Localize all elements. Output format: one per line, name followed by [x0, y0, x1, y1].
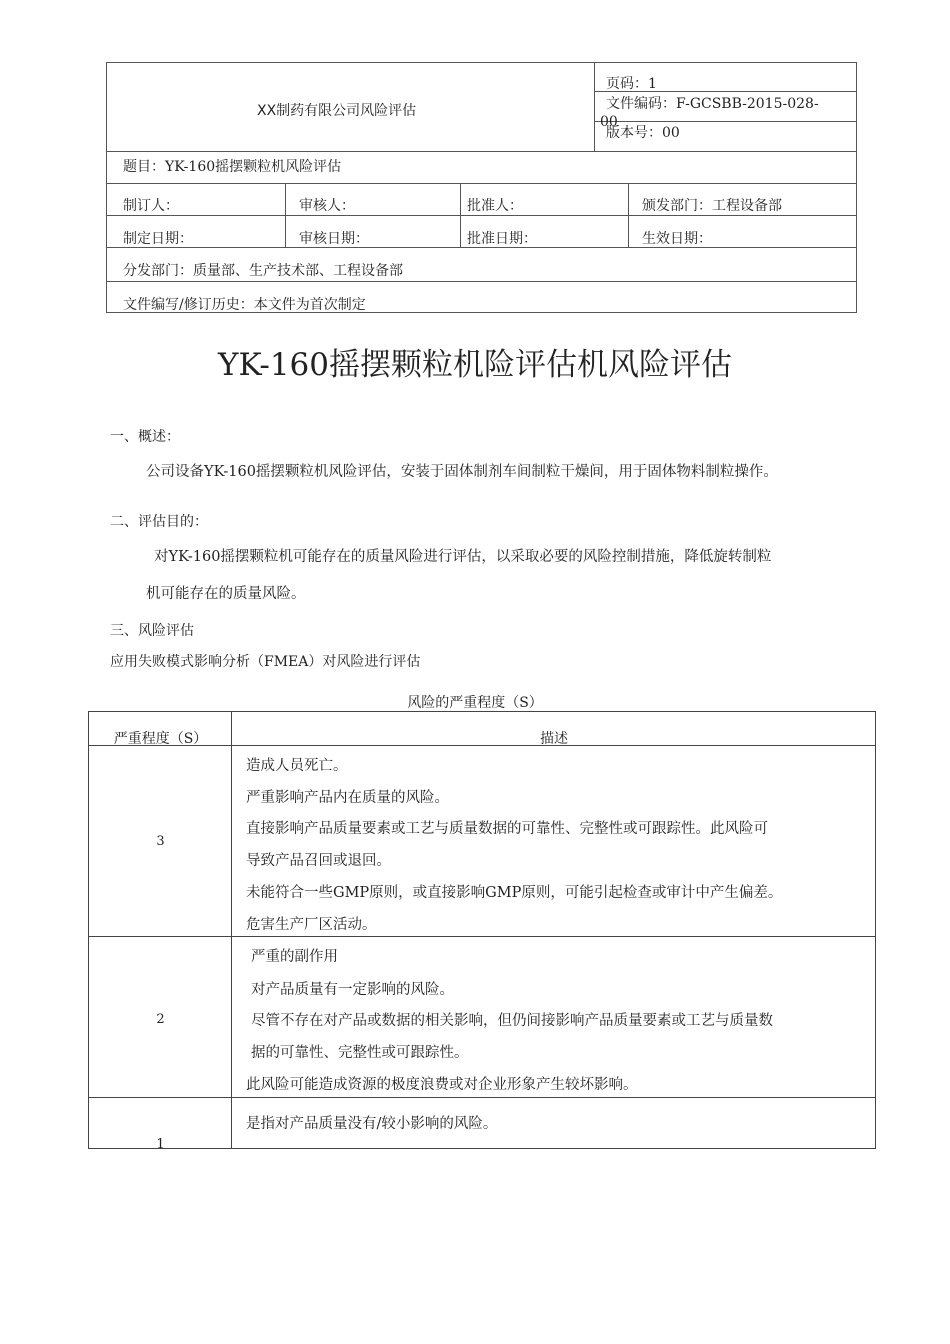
- approver-field: 批准人：: [467, 198, 523, 214]
- overview-text: 公司设备YK-160摇摆颗粒机风险评估，安装于固体制剂车间制粒干燥间，用于固体物料制粒操作。: [146, 464, 778, 480]
- divider: [89, 1097, 876, 1098]
- distribution-departments: 分发部门：质量部、生产技术部、工程设备部: [123, 263, 403, 279]
- divider: [231, 712, 232, 1149]
- purpose-text-line2: 机可能存在的质量风险。: [146, 586, 306, 602]
- severity-level: 1: [156, 1137, 165, 1152]
- company-title: XX制药有限公司风险评估: [257, 103, 417, 119]
- severity-table-caption: 风险的严重程度（S）: [407, 695, 543, 711]
- divider: [628, 183, 629, 247]
- severity-level: 3: [156, 834, 165, 849]
- divider: [89, 936, 876, 937]
- divider: [460, 183, 461, 247]
- divider: [107, 151, 857, 152]
- severity-description-line: 据的可靠性、完整性或可跟踪性。: [251, 1045, 469, 1061]
- document-code: 文件编码：F-GCSBB-2015-028-: [606, 96, 819, 112]
- purpose-text-line1: 对YK-160摇摆颗粒机可能存在的质量风险进行评估，以采取必要的风险控制措施，降低旋转制粒: [154, 549, 772, 565]
- column-header-severity: 严重程度（S）: [113, 731, 208, 747]
- divider: [285, 183, 286, 247]
- divider: [107, 281, 857, 282]
- severity-description-line: 此风险可能造成资源的极度浪费或对企业形象产生较坏影响。: [246, 1077, 638, 1093]
- severity-description-line: 直接影响产品质量要素或工艺与质量数据的可靠性、完整性或可跟踪性。此风险可: [246, 821, 768, 837]
- draft-date-field: 制定日期：: [123, 231, 193, 247]
- severity-description-line: 危害生产厂区活动。: [246, 917, 377, 933]
- subject: 题目：YK-160摇摆颗粒机风险评估: [123, 159, 342, 175]
- severity-description-line: 是指对产品质量没有/较小影响的风险。: [246, 1116, 498, 1132]
- risk-assessment-heading: 三、风险评估: [110, 623, 194, 639]
- revision-history: 文件编写/修订历史：本文件为首次制定: [123, 297, 366, 313]
- severity-description-line: 严重影响产品内在质量的风险。: [246, 790, 449, 806]
- divider: [107, 183, 857, 184]
- severity-description-line: 尽管不存在对产品或数据的相关影响，但仍间接影响产品质量要素或工艺与质量数: [251, 1013, 773, 1029]
- divider: [107, 247, 857, 248]
- divider: [594, 121, 857, 122]
- document-header-table: [106, 62, 857, 313]
- drafter-field: 制订人：: [123, 198, 179, 214]
- purpose-heading: 二、评估目的：: [110, 514, 208, 530]
- divider: [107, 215, 857, 216]
- severity-description-line: 造成人员死亡。: [246, 758, 348, 774]
- overview-heading: 一、概述：: [110, 429, 180, 445]
- document-title: YK-160摇摆颗粒机险评估机风险评估: [217, 347, 732, 383]
- column-header-description: 描述: [540, 731, 568, 747]
- severity-description-line: 导致产品召回或退回。: [246, 853, 391, 869]
- severity-description-line: 严重的副作用: [251, 949, 338, 965]
- page-number: 页码：1: [606, 76, 657, 92]
- reviewer-field: 审核人：: [299, 198, 355, 214]
- severity-table: [88, 711, 876, 1152]
- divider: [594, 63, 595, 151]
- severity-description-line: 对产品质量有一定影响的风险。: [251, 982, 454, 998]
- effective-date-field: 生效日期：: [642, 231, 712, 247]
- version-number: 版本号：00: [606, 125, 680, 141]
- severity-description-line: 未能符合一些GMP原则，或直接影响GMP原则，可能引起检查或审计中产生偏差。: [246, 885, 783, 901]
- risk-method-text: 应用失败模式影响分析（FMEA）对风险进行评估: [110, 654, 421, 670]
- issuing-department: 颁发部门：工程设备部: [642, 198, 782, 214]
- review-date-field: 审核日期：: [299, 231, 369, 247]
- approve-date-field: 批准日期：: [467, 231, 537, 247]
- severity-level: 2: [156, 1012, 165, 1027]
- document-code-overflow: 00: [600, 114, 618, 130]
